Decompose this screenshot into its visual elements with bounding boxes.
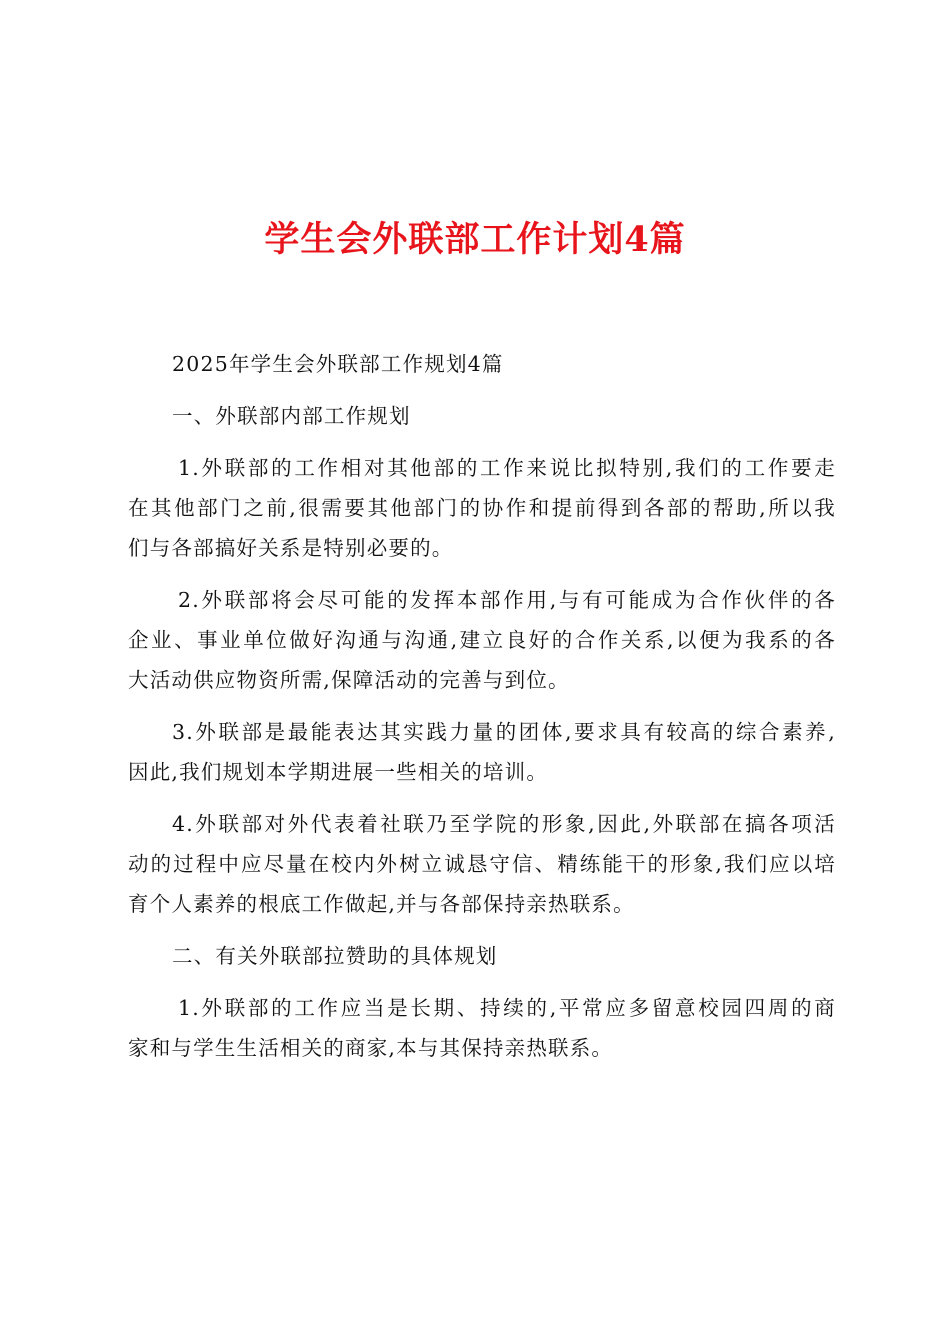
paragraph-2 (128, 580, 836, 700)
paragraph-line: 1.外联部的工作应当是长期、持续的,平常应多留意校园四周的商 (178, 996, 836, 1020)
paragraph-3 (128, 712, 836, 792)
section-heading-1: 一、外联部内部工作规划 (172, 404, 411, 428)
paragraph-line: 因此,我们规划本学期进展一些相关的培训。 (128, 760, 549, 784)
paragraph-5 (128, 988, 836, 1068)
paragraph-line: 3.外联部是最能表达其实践力量的团体,要求具有较高的综合素养, (172, 720, 836, 744)
paragraph-line: 育个人素养的根底工作做起,并与各部保持亲热联系。 (128, 892, 635, 916)
paragraph-1 (128, 448, 836, 568)
paragraph-line: 大活动供应物资所需,保障活动的完善与到位。 (128, 668, 570, 692)
document-title: 学生会外联部工作计划4篇 (264, 219, 686, 260)
paragraph-line: 家和与学生生活相关的商家,本与其保持亲热联系。 (128, 1036, 614, 1060)
document-subtitle: 2025年学生会外联部工作规划4篇 (172, 352, 504, 376)
document-body (128, 344, 836, 1068)
section-heading-2: 二、有关外联部拉赞助的具体规划 (172, 944, 498, 968)
paragraph-line: 在其他部门之前,很需要其他部门的协作和提前得到各部的帮助,所以我 (128, 496, 836, 520)
paragraph-line: 动的过程中应尽量在校内外树立诚恳守信、精练能干的形象,我们应以培 (128, 852, 836, 876)
paragraph-line: 企业、事业单位做好沟通与沟通,建立良好的合作关系,以便为我系的各 (128, 628, 836, 652)
paragraph-line: 1.外联部的工作相对其他部的工作来说比拟特别,我们的工作要走 (178, 456, 836, 480)
paragraph-line: 们与各部搞好关系是特别必要的。 (128, 536, 454, 560)
paragraph-4 (128, 804, 836, 924)
paragraph-line: 2.外联部将会尽可能的发挥本部作用,与有可能成为合作伙伴的各 (178, 588, 836, 612)
paragraph-line: 4.外联部对外代表着社联乃至学院的形象,因此,外联部在搞各项活 (172, 812, 836, 836)
